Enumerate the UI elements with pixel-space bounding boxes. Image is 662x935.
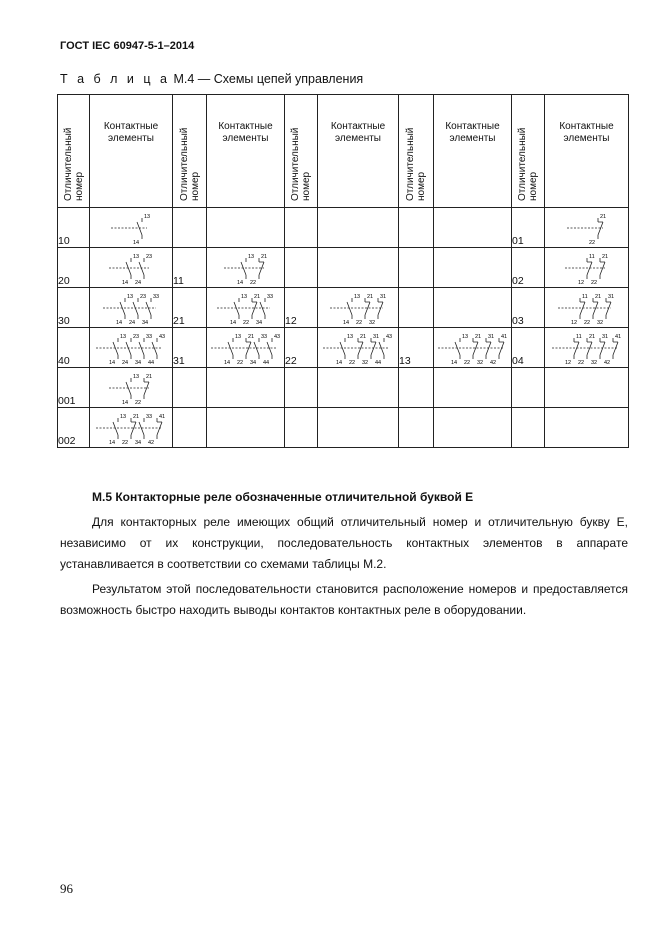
contact-elements-cell [318, 328, 399, 368]
contact-symbol [126, 378, 131, 399]
terminal-label: 21 [254, 293, 261, 300]
contact-elements-cell [318, 368, 399, 408]
contact-diagram [436, 331, 510, 365]
contact-diagram [328, 291, 389, 325]
terminal-label: 24 [135, 279, 142, 285]
contact-symbol [379, 338, 384, 359]
terminal-label: 13 [133, 373, 140, 380]
contact-symbol [455, 338, 460, 359]
header-elements: Контактные элементы [318, 95, 399, 208]
contact-diagram [109, 211, 153, 245]
terminal-label: 13 [247, 253, 254, 260]
terminal-label: 13 [120, 413, 127, 420]
contact-diagram [94, 411, 168, 445]
contact-elements-cell [434, 248, 512, 288]
contact-symbol [600, 258, 605, 279]
contact-symbol [133, 298, 138, 319]
terminal-label: 11 [582, 293, 588, 300]
terminal-label: 33 [146, 333, 153, 340]
distinctive-number-cell: 02 [512, 248, 545, 288]
contact-symbol [593, 298, 598, 319]
contact-symbol [371, 338, 376, 359]
terminal-label: 23 [146, 253, 153, 260]
contact-symbol [473, 338, 478, 359]
contact-symbol [267, 338, 272, 359]
contact-symbol [113, 418, 118, 439]
terminal-label: 14 [122, 399, 129, 405]
table-row [58, 288, 629, 328]
contact-elements-cell [207, 408, 285, 448]
contact-elements-cell [434, 288, 512, 328]
terminal-label: 23 [139, 293, 146, 300]
contact-symbol [126, 338, 131, 359]
terminal-label: 14 [236, 279, 243, 285]
terminal-label: 22 [122, 439, 129, 445]
terminal-label: 21 [588, 333, 595, 340]
contact-symbol [365, 298, 370, 319]
distinctive-number-cell: 22 [285, 328, 318, 368]
distinctive-number-cell: 10 [58, 208, 90, 248]
distinctive-number-cell [399, 248, 434, 288]
contact-symbol [378, 298, 383, 319]
terminal-label: 13 [241, 293, 248, 300]
contact-symbol [580, 298, 585, 319]
terminal-label: 31 [487, 333, 494, 340]
terminal-label: 11 [575, 333, 582, 340]
distinctive-number-cell [285, 368, 318, 408]
terminal-label: 14 [230, 319, 237, 325]
header-elements: Контактные элементы [90, 95, 173, 208]
caption-text: М.4 — Схемы цепей управления [169, 72, 364, 86]
terminal-label: 44 [148, 359, 155, 365]
terminal-label: 32 [476, 359, 483, 365]
contact-diagram [556, 291, 617, 325]
contact-symbol [144, 378, 149, 399]
contact-symbol [486, 338, 491, 359]
terminal-label: 34 [141, 319, 148, 325]
distinctive-number-cell: 13 [399, 328, 434, 368]
terminal-label: 43 [386, 333, 393, 340]
header-number: Отличительный номер [173, 95, 207, 208]
table-header-row [58, 95, 629, 208]
contact-elements-cell [434, 408, 512, 448]
contact-elements-cell [207, 208, 285, 248]
terminal-label: 32 [590, 359, 597, 365]
terminal-label: 24 [128, 319, 135, 325]
contact-symbol [254, 338, 259, 359]
terminal-label: 14 [342, 319, 349, 325]
terminal-label: 43 [273, 333, 280, 340]
terminal-label: 22 [236, 359, 243, 365]
terminal-label: 14 [450, 359, 457, 365]
table-row [58, 248, 629, 288]
contact-elements-cell [318, 208, 399, 248]
terminal-label: 21 [247, 333, 254, 340]
contact-symbol [246, 338, 251, 359]
terminal-label: 12 [564, 359, 571, 365]
terminal-label: 34 [256, 319, 263, 325]
header-elements: Контактные элементы [207, 95, 285, 208]
contact-symbol [131, 418, 136, 439]
distinctive-number-cell: 002 [58, 408, 90, 448]
contact-elements-cell [90, 328, 173, 368]
paragraph: Результатом этой последовательности становится расположение номеров и предоставляется возможность быстро находить выводы контактов контактных реле в оборудовании. [60, 582, 628, 617]
contact-elements-cell [434, 208, 512, 248]
section-title: М.5 Контакторные реле обозначенные отличительной буквой Е [92, 490, 474, 504]
terminal-label: 14 [115, 319, 122, 325]
terminal-label: 14 [109, 439, 116, 445]
paragraph: Для контакторных реле имеющих общий отличительный номер и отличительную букву Е, независимо от их конструкции, последовательность контактных элементов в аппарате устанавливается в соответствии со схемами таблицы М.2. [60, 515, 628, 571]
contact-elements-cell [318, 248, 399, 288]
contact-diagram [565, 211, 609, 245]
caption-prefix: Т а б л и ц а [60, 72, 170, 86]
contact-elements-cell [545, 328, 629, 368]
contact-symbol [340, 338, 345, 359]
contact-elements-cell [207, 248, 285, 288]
contact-symbol [347, 298, 352, 319]
contact-diagram [107, 371, 155, 405]
distinctive-number-cell: 04 [512, 328, 545, 368]
contact-diagram [101, 291, 162, 325]
contact-symbol [137, 218, 142, 239]
terminal-label: 34 [135, 359, 142, 365]
terminal-label: 33 [152, 293, 159, 300]
distinctive-number-cell: 03 [512, 288, 545, 328]
terminal-label: 13 [126, 293, 133, 300]
distinctive-number-cell: 11 [173, 248, 207, 288]
terminal-label: 41 [614, 333, 621, 340]
terminal-label: 14 [122, 279, 129, 285]
header-number: Отличительный номер [512, 95, 545, 208]
header-elements: Контактные элементы [434, 95, 512, 208]
terminal-label: 33 [260, 333, 267, 340]
contact-symbol [613, 338, 618, 359]
contact-symbol [241, 258, 246, 279]
contact-elements-cell [434, 328, 512, 368]
terminal-label: 12 [571, 319, 578, 325]
contact-elements-cell [90, 208, 173, 248]
terminal-label: 31 [608, 293, 615, 300]
contact-symbol [157, 418, 162, 439]
terminal-label: 42 [148, 439, 155, 445]
contact-elements-cell [545, 208, 629, 248]
contact-elements-cell [545, 288, 629, 328]
terminal-label: 34 [135, 439, 142, 445]
terminal-label: 21 [260, 253, 267, 260]
contact-symbol [113, 338, 118, 359]
table-row [58, 208, 629, 248]
distinctive-number-cell: 31 [173, 328, 207, 368]
contact-symbol [139, 418, 144, 439]
terminal-label: 22 [243, 319, 250, 325]
contact-elements-cell [90, 288, 173, 328]
terminal-label: 12 [577, 279, 584, 285]
distinctive-number-cell [173, 408, 207, 448]
terminal-label: 21 [146, 373, 153, 380]
contact-symbol [146, 298, 151, 319]
terminal-label: 43 [159, 333, 166, 340]
terminal-label: 22 [135, 399, 142, 405]
distinctive-number-cell [399, 368, 434, 408]
terminal-label: 32 [368, 319, 375, 325]
contact-symbol [260, 298, 265, 319]
distinctive-number-cell: 01 [512, 208, 545, 248]
terminal-label: 23 [133, 333, 140, 340]
table-row [58, 368, 629, 408]
header-number: Отличительный номер [399, 95, 434, 208]
contact-symbol [252, 298, 257, 319]
terminal-label: 22 [584, 319, 591, 325]
contact-diagram [563, 251, 611, 285]
terminal-label: 41 [159, 413, 166, 420]
table-row [58, 328, 629, 368]
contact-elements-cell [318, 408, 399, 448]
distinctive-number-cell [399, 208, 434, 248]
distinctive-number-cell [512, 408, 545, 448]
terminal-label: 14 [133, 239, 140, 245]
terminal-label: 21 [366, 293, 373, 300]
distinctive-number-cell: 12 [285, 288, 318, 328]
contact-elements-cell [434, 368, 512, 408]
contact-symbol [358, 338, 363, 359]
contact-diagram [550, 331, 624, 365]
distinctive-number-cell: 40 [58, 328, 90, 368]
terminal-label: 11 [588, 253, 595, 260]
contact-symbol [587, 338, 592, 359]
terminal-label: 13 [353, 293, 360, 300]
terminal-label: 21 [601, 253, 608, 260]
contact-symbol [598, 218, 603, 239]
contact-symbol [228, 338, 233, 359]
terminal-label: 31 [373, 333, 380, 340]
distinctive-number-cell [285, 248, 318, 288]
distinctive-number-cell [285, 208, 318, 248]
terminal-label: 31 [379, 293, 386, 300]
terminal-label: 44 [375, 359, 382, 365]
terminal-label: 14 [109, 359, 116, 365]
contact-elements-cell [90, 368, 173, 408]
terminal-label: 13 [133, 253, 140, 260]
distinctive-number-cell: 001 [58, 368, 90, 408]
terminal-label: 22 [590, 279, 597, 285]
terminal-label: 24 [122, 359, 129, 365]
contact-elements-cell [545, 248, 629, 288]
contact-diagram [215, 291, 276, 325]
terminal-label: 13 [347, 333, 354, 340]
contact-symbol [499, 338, 504, 359]
terminal-label: 14 [223, 359, 230, 365]
distinctive-number-cell [285, 408, 318, 448]
terminal-label: 13 [144, 213, 151, 220]
contact-elements-cell [90, 248, 173, 288]
terminal-label: 41 [500, 333, 507, 340]
contact-symbol [259, 258, 264, 279]
contact-elements-cell [207, 328, 285, 368]
contact-symbol [152, 338, 157, 359]
terminal-label: 32 [362, 359, 369, 365]
contact-symbol [139, 258, 144, 279]
contact-elements-cell [545, 408, 629, 448]
terminal-label: 22 [577, 359, 584, 365]
contact-elements-cell [90, 408, 173, 448]
table-caption [60, 72, 363, 86]
header-number: Отличительный номер [58, 95, 90, 208]
terminal-label: 42 [489, 359, 496, 365]
terminal-label: 13 [461, 333, 468, 340]
terminal-label: 33 [267, 293, 274, 300]
contact-elements-cell [207, 288, 285, 328]
terminal-label: 22 [355, 319, 362, 325]
contact-diagram [209, 331, 283, 365]
contact-symbol [574, 338, 579, 359]
terminal-label: 22 [463, 359, 470, 365]
contact-symbol [120, 298, 125, 319]
header-elements: Контактные элементы [545, 95, 629, 208]
distinctive-number-cell [512, 368, 545, 408]
contact-diagram [107, 251, 155, 285]
terminal-label: 22 [349, 359, 356, 365]
contact-elements-cell [318, 288, 399, 328]
contact-symbol [234, 298, 239, 319]
terminal-label: 21 [595, 293, 602, 300]
contact-symbol [606, 298, 611, 319]
terminal-label: 14 [336, 359, 343, 365]
terminal-label: 21 [599, 213, 606, 220]
contact-diagram [321, 331, 395, 365]
terminal-label: 21 [360, 333, 367, 340]
distinctive-number-cell: 30 [58, 288, 90, 328]
terminal-label: 13 [234, 333, 241, 340]
contact-symbol [139, 338, 144, 359]
header-number: Отличительный номер [285, 95, 318, 208]
contact-elements-cell [207, 368, 285, 408]
distinctive-number-cell: 21 [173, 288, 207, 328]
contact-symbol [587, 258, 592, 279]
terminal-label: 13 [120, 333, 127, 340]
terminal-label: 22 [588, 239, 595, 245]
contact-symbol [126, 258, 131, 279]
contact-symbol [600, 338, 605, 359]
terminal-label: 34 [249, 359, 256, 365]
table-row [58, 408, 629, 448]
distinctive-number-cell: 20 [58, 248, 90, 288]
distinctive-number-cell [173, 368, 207, 408]
distinctive-number-cell [173, 208, 207, 248]
terminal-label: 31 [601, 333, 608, 340]
page-number: 96 [60, 881, 73, 896]
terminal-label: 32 [597, 319, 604, 325]
terminal-label: 42 [603, 359, 610, 365]
contact-elements-cell [545, 368, 629, 408]
distinctive-number-cell [399, 408, 434, 448]
terminal-label: 44 [262, 359, 269, 365]
document-header: ГОСТ IEC 60947-5-1–2014 [60, 40, 195, 52]
terminal-label: 21 [133, 413, 140, 420]
distinctive-number-cell [399, 288, 434, 328]
contact-diagram [222, 251, 270, 285]
terminal-label: 21 [474, 333, 481, 340]
terminal-label: 22 [249, 279, 256, 285]
control-circuit-table [57, 94, 629, 448]
terminal-label: 33 [146, 413, 153, 420]
contact-diagram [94, 331, 168, 365]
